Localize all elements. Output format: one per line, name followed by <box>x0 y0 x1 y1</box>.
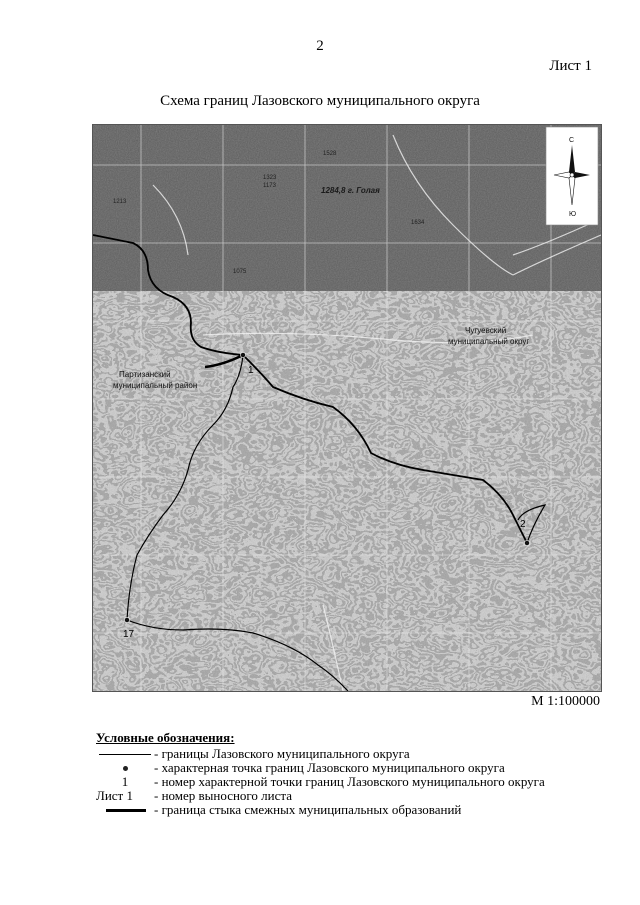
legend-row <box>96 761 545 775</box>
height-label: 1213 <box>113 199 127 205</box>
legend-row <box>96 775 545 789</box>
svg-text:С: С <box>569 137 575 144</box>
legend <box>96 730 545 817</box>
svg-text:Ю: Ю <box>569 211 577 218</box>
region-label-chuguevsky: Чугуевский <box>465 326 507 335</box>
number-symbol: 1 <box>121 774 129 789</box>
height-label: 1528 <box>323 151 337 157</box>
legend-text: - граница стыка смежных муниципальных образований <box>154 802 462 817</box>
height-label: 1323 <box>263 175 277 181</box>
boundary-point-17[interactable] <box>124 617 129 622</box>
legend-text: - характерная точка границ Лазовского муниципального округа <box>154 760 505 775</box>
compass-rose <box>546 127 598 225</box>
legend-text: - границы Лазовского муниципального округа <box>154 746 410 761</box>
height-label: 1075 <box>233 269 247 275</box>
page-number: 2 <box>316 38 324 54</box>
legend-text: - номер выносного листа <box>154 788 292 803</box>
height-label: 1634 <box>411 220 425 226</box>
legend-text: - номер характерной точки границ Лазовского муниципального округа <box>154 774 545 789</box>
page-title: Схема границ Лазовского муниципального округа <box>160 93 480 109</box>
region-label-chuguevsky: муниципальный округ <box>448 337 530 346</box>
point-number: 2 <box>520 519 526 530</box>
point-number: 1 <box>248 365 254 376</box>
thin-line-symbol <box>99 754 151 755</box>
boundary-point-2[interactable] <box>524 540 529 545</box>
legend-row <box>96 803 545 817</box>
legend-title: Условные обозначения: <box>96 730 235 745</box>
dot-symbol <box>123 766 128 771</box>
height-label: 1173 <box>263 183 276 189</box>
topographic-map <box>93 125 601 691</box>
boundary-point-1[interactable] <box>240 352 245 357</box>
region-label-partizansky: муниципальный район <box>113 381 198 390</box>
peak-label: 1284,8 г. Голая <box>321 186 380 195</box>
thick-line-symbol <box>106 809 146 812</box>
region-label-partizansky: Партизанский <box>119 370 171 379</box>
legend-row <box>96 789 545 803</box>
point-number: 17 <box>123 629 135 640</box>
scale-label: М 1:100000 <box>531 694 600 709</box>
sheet-symbol: Лист 1 <box>96 788 133 803</box>
map-frame[interactable] <box>92 124 602 692</box>
sheet-label: Лист 1 <box>549 58 592 74</box>
legend-row <box>96 747 545 761</box>
